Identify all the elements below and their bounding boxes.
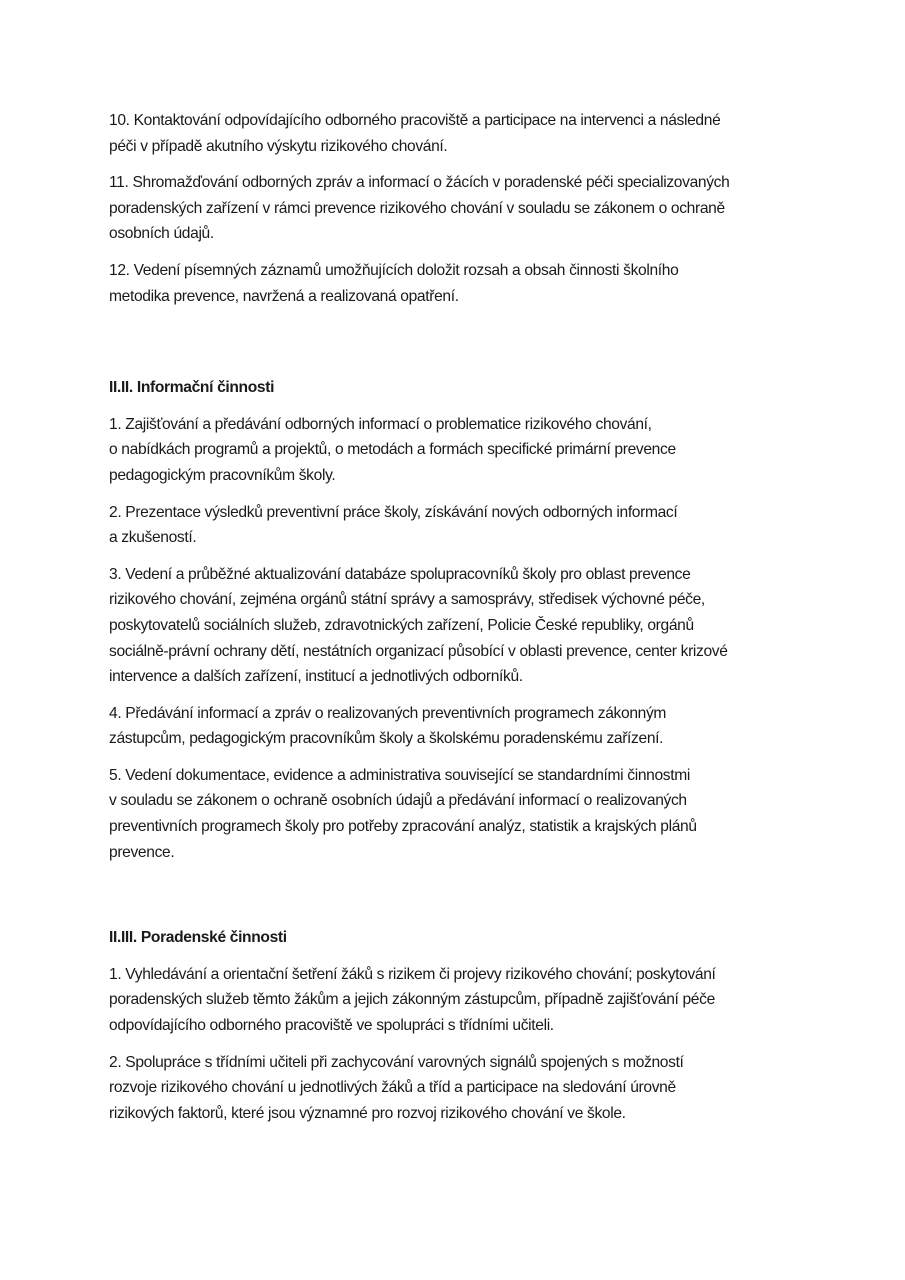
text-line: rizikových faktorů, které jsou významné pro rozvoj rizikového chování ve škole. (109, 1104, 626, 1122)
list-item-1 (109, 962, 809, 1039)
text-line: 1. Zajišťování a předávání odborných informací o problematice rizikového chování, (109, 415, 652, 433)
text-line: rizikového chování, zejména orgánů státní správy a samosprávy, středisek výchovné péče, (109, 591, 705, 609)
text-line: a zkušeností. (109, 529, 197, 547)
text-line: 5. Vedení dokumentace, evidence a administrativa související se standardními činnostmi (109, 766, 690, 784)
text-line: poskytovatelů sociálních služeb, zdravotnických zařízení, Policie České republiky, orgánů (109, 616, 694, 634)
text-line: péči v případě akutního výskytu rizikového chování. (109, 137, 448, 155)
text-line: 11. Shromažďování odborných zpráv a informací o žácích v poradenské péči specializovaných (109, 174, 730, 192)
text-line: pedagogickým pracovníkům školy. (109, 466, 336, 484)
text-line: osobních údajů. (109, 225, 214, 243)
section-heading: II.III. Poradenské činnosti (109, 929, 287, 947)
text-line: poradenských služeb těmto žákům a jejich zákonným zástupcům, případně zajišťování péče (109, 991, 715, 1009)
list-item-11 (109, 170, 809, 247)
document-page (109, 108, 809, 1137)
spacer (109, 951, 809, 962)
list-item-1 (109, 412, 809, 489)
spacer (109, 876, 809, 925)
list-item-12 (109, 258, 809, 309)
text-line: intervence a dalších zařízení, institucí a jednotlivých odborníků. (109, 668, 523, 686)
list-item-5 (109, 763, 809, 865)
text-line: o nabídkách programů a projektů, o metodách a formách specifické primární prevence (109, 441, 676, 459)
text-line: 2. Spolupráce s třídními učiteli při zachycování varovných signálů spojených s možností (109, 1053, 684, 1071)
text-line: 10. Kontaktování odpovídajícího odborného pracoviště a participace na intervenci a následné (109, 112, 721, 129)
list-item-10 (109, 108, 809, 159)
spacer (109, 320, 809, 375)
list-item-2 (109, 1050, 809, 1127)
text-line: prevence. (109, 843, 175, 861)
text-line: 2. Prezentace výsledků preventivní práce školy, získávání nových odborných informací (109, 503, 678, 521)
list-item-2 (109, 500, 809, 551)
spacer (109, 401, 809, 412)
section-continuation (109, 108, 809, 309)
section-poradenske-cinnosti (109, 925, 809, 1126)
list-item-4 (109, 701, 809, 752)
section-informacni-cinnosti (109, 375, 809, 865)
text-line: odpovídajícího odborného pracoviště ve spolupráci s třídními učiteli. (109, 1017, 554, 1035)
text-line: 1. Vyhledávání a orientační šetření žáků s rizikem či projevy rizikového chování; poskytování (109, 965, 716, 983)
text-line: 3. Vedení a průběžné aktualizování databáze spolupracovníků školy pro oblast prevence (109, 565, 691, 583)
text-line: preventivních programech školy pro potřeby zpracování analýz, statistik a krajských plánů (109, 818, 697, 836)
text-line: metodika prevence, navržená a realizovaná opatření. (109, 287, 459, 305)
text-line: 12. Vedení písemných záznamů umožňujících doložit rozsah a obsah činnosti školního (109, 261, 679, 279)
text-line: 4. Předávání informací a zpráv o realizovaných preventivních programech zákonným (109, 704, 667, 722)
section-heading: II.II. Informační činnosti (109, 379, 275, 397)
text-line: zástupcům, pedagogickým pracovníkům školy a školskému poradenskému zařízení. (109, 730, 664, 748)
list-item-3 (109, 562, 809, 690)
text-line: sociálně-právní ochrany dětí, nestátních organizací působící v oblasti prevence, center krizové (109, 642, 728, 660)
text-line: v souladu se zákonem o ochraně osobních údajů a předávání informací o realizovaných (109, 792, 687, 810)
text-line: rozvoje rizikového chování u jednotlivých žáků a tříd a participace na sledování úrovně (109, 1079, 676, 1097)
text-line: poradenských zařízení v rámci prevence rizikového chování v souladu se zákonem o ochraně (109, 199, 725, 217)
